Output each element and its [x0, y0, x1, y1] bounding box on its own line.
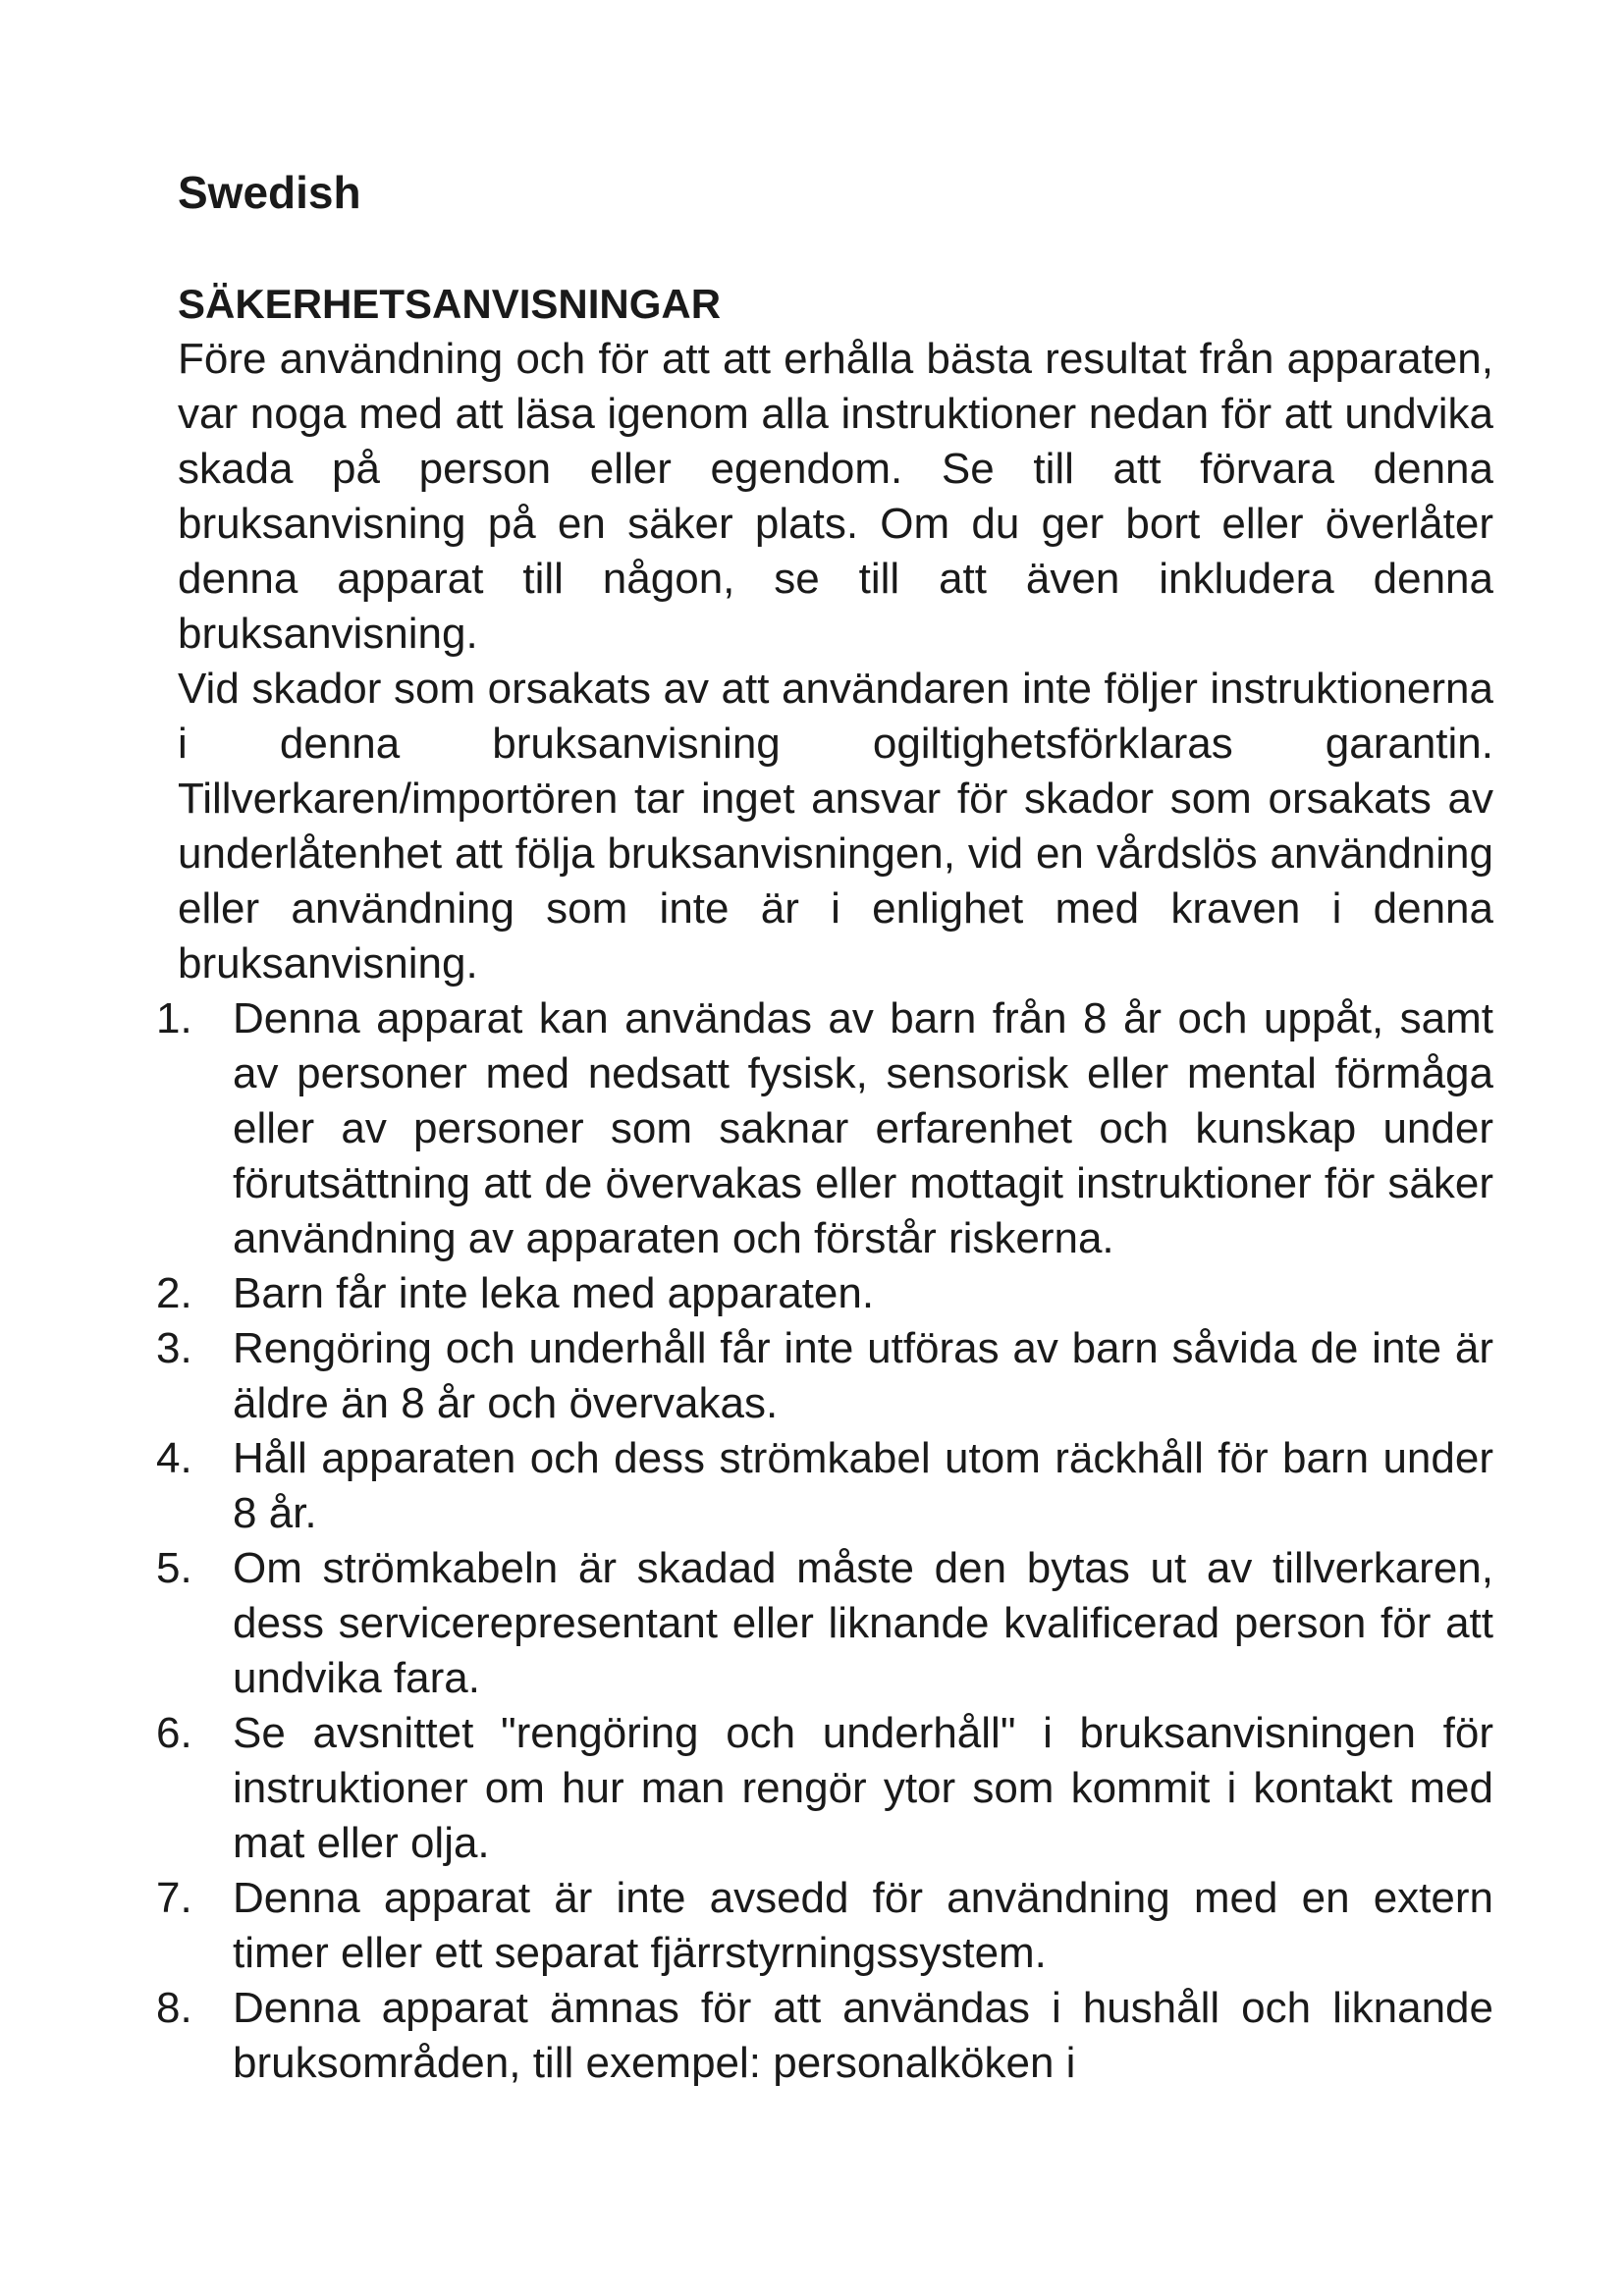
list-item-text: Denna apparat är inte avsedd för användning med en extern timer eller ett separat fjärrstyrningssystem.: [233, 1874, 1493, 1977]
list-item-text: Håll apparaten och dess strömkabel utom räckhåll för barn under 8 år.: [233, 1434, 1493, 1537]
list-item-number: 4.: [156, 1434, 192, 1482]
section-heading: SÄKERHETSANVISNINGAR: [178, 281, 722, 327]
list-item-number: 2.: [156, 1269, 192, 1317]
list-item-number: 1.: [156, 994, 192, 1042]
list-item: [156, 1871, 1493, 1981]
list-item-number: 7.: [156, 1874, 192, 1922]
list-item-number: 3.: [156, 1324, 192, 1372]
list-item-text: Barn får inte leka med apparaten.: [233, 1269, 875, 1317]
language-label: Swedish: [178, 167, 361, 218]
warranty-paragraph: Vid skador som orsakats av att användaren inte följer instruktionerna i denna bruksanvisning ogiltighetsförklaras garantin. Tillverkaren/importören tar inget ansvar för skador som orsakats av underlåtenhet att följa bruksanvisningen, vid en vårdslös användning eller användning som inte är i enlighet med kraven i denna bruksanvisning.: [178, 665, 1493, 988]
list-item: [156, 1541, 1493, 1706]
document-page: [156, 165, 1493, 2091]
list-item: [156, 1431, 1493, 1541]
list-item-text: Se avsnittet "rengöring och underhåll" i bruksanvisningen för instruktioner om hur man rengör ytor som kommit i kontakt med mat eller olja.: [233, 1709, 1493, 1867]
list-item-number: 5.: [156, 1544, 192, 1592]
list-item: [156, 1706, 1493, 1871]
list-item: [156, 1321, 1493, 1431]
list-item: [156, 1266, 1493, 1321]
list-item-text: Denna apparat ämnas för att användas i hushåll och liknande bruksområden, till exempel: personalköken i: [233, 1984, 1493, 2087]
list-item: [156, 991, 1493, 1266]
list-item-number: 6.: [156, 1709, 192, 1757]
list-item-text: Denna apparat kan användas av barn från 8 år och uppåt, samt av personer med nedsatt fysisk, sensorisk eller mental förmåga eller av personer som saknar erfarenhet och kunskap under förutsättning att de övervakas eller mottagit instruktioner för säker användning av apparaten och förstår riskerna.: [233, 994, 1493, 1262]
list-item: [156, 1981, 1493, 2091]
list-item-text: Om strömkabeln är skadad måste den bytas ut av tillverkaren, dess servicerepresentant eller liknande kvalificerad person för att undvika fara.: [233, 1544, 1493, 1702]
list-item-number: 8.: [156, 1984, 192, 2032]
list-item-text: Rengöring och underhåll får inte utföras av barn såvida de inte är äldre än 8 år och övervakas.: [233, 1324, 1493, 1427]
safety-list: [156, 991, 1493, 2091]
intro-paragraph: Före användning och för att att erhålla bästa resultat från apparaten, var noga med att läsa igenom alla instruktioner nedan för att undvika skada på person eller egendom. Se till att förvara denna bruksanvisning på en säker plats. Om du ger bort eller överlåter denna apparat till någon, se till att även inkludera denna bruksanvisning.: [178, 335, 1493, 658]
